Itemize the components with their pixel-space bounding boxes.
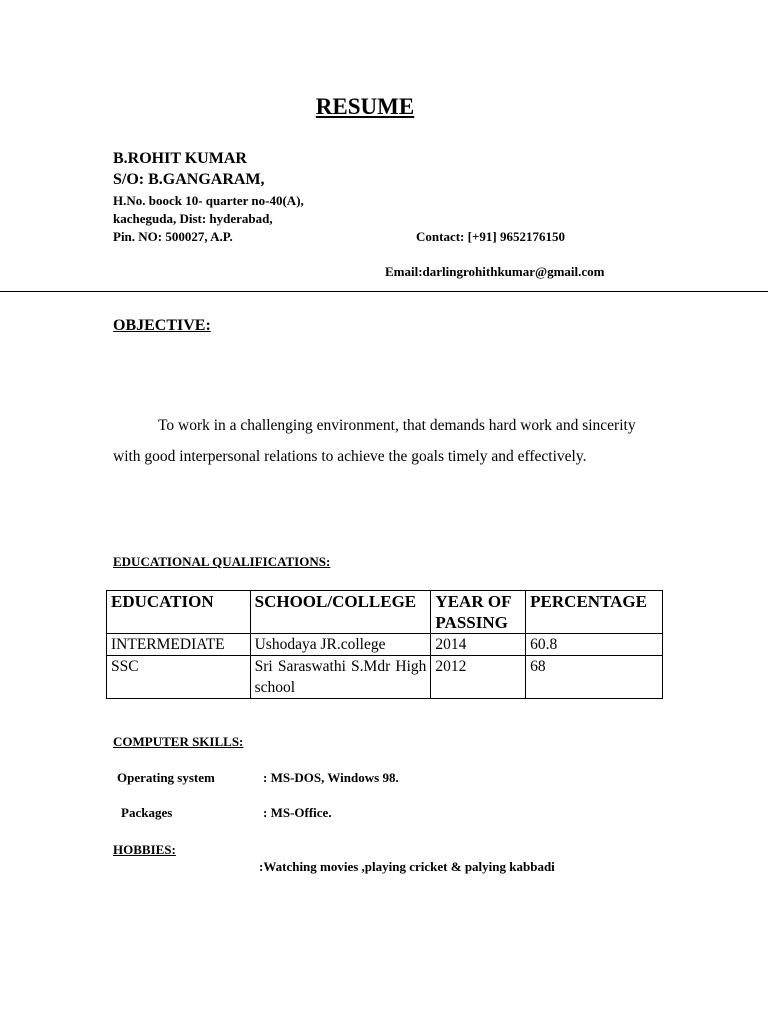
address-line-1: H.No. boock 10- quarter no-40(A), xyxy=(113,193,304,208)
cell-year: 2014 xyxy=(431,634,526,656)
cell-school: Ushodaya JR.college xyxy=(250,634,431,656)
hobbies-text: :Watching movies ,playing cricket & palying kabbadi xyxy=(259,859,555,874)
skill-label-os: Operating system xyxy=(117,770,215,785)
pin-code: Pin. NO: 500027, A.P. xyxy=(113,229,233,244)
address-line-2: kacheguda, Dist: hyderabad, xyxy=(113,211,273,226)
father-name: S/O: B.GANGARAM, xyxy=(113,171,265,188)
table-header-row xyxy=(107,591,663,634)
table-row xyxy=(107,634,663,656)
education-heading: EDUCATIONAL QUALIFICATIONS: xyxy=(113,554,331,569)
education-table xyxy=(106,590,663,699)
objective-heading: OBJECTIVE: xyxy=(113,317,211,334)
table-row xyxy=(107,656,663,699)
cell-percentage: 68 xyxy=(526,656,663,699)
hobbies-heading: HOBBIES: xyxy=(113,842,176,857)
cell-education: INTERMEDIATE xyxy=(107,634,251,656)
cell-year: 2012 xyxy=(431,656,526,699)
column-header-school: SCHOOL/COLLEGE xyxy=(250,591,431,634)
header-divider xyxy=(0,291,768,292)
candidate-name: B.ROHIT KUMAR xyxy=(113,150,247,167)
resume-title: RESUME xyxy=(315,94,415,119)
skill-value-os: : MS-DOS, Windows 98. xyxy=(263,770,399,785)
skill-value-packages: : MS-Office. xyxy=(263,805,332,820)
contact-number: Contact: [+91] 9652176150 xyxy=(416,229,565,244)
computer-skills-heading: COMPUTER SKILLS: xyxy=(113,734,244,749)
column-header-percentage: PERCENTAGE xyxy=(526,591,663,634)
objective-text xyxy=(113,410,643,472)
column-header-education: EDUCATION xyxy=(107,591,251,634)
column-header-year: YEAR OF PASSING xyxy=(431,591,526,634)
cell-percentage: 60.8 xyxy=(526,634,663,656)
skill-label-packages: Packages xyxy=(121,805,173,820)
objective-body: To work in a challenging environment, that demands hard work and sincerity with good interpersonal relations to achieve the goals timely and effectively. xyxy=(113,417,636,465)
email-address: Email:darlingrohithkumar@gmail.com xyxy=(385,264,605,279)
cell-education: SSC xyxy=(107,656,251,699)
cell-school: Sri Saraswathi S.Mdr High school xyxy=(250,656,431,699)
